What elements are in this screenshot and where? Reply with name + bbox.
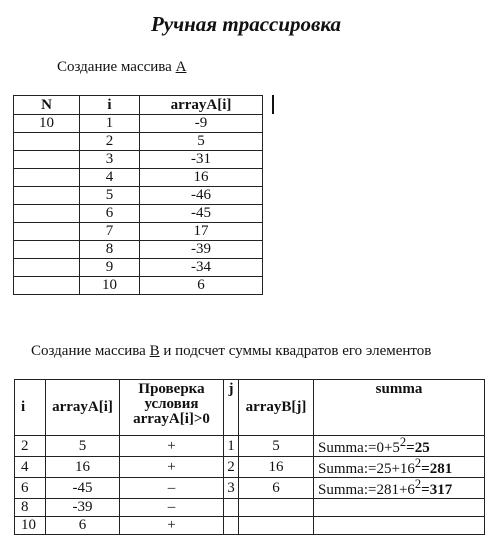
table-array-a — [13, 95, 263, 295]
header-array-a: arrayA[i] — [140, 96, 263, 115]
cell-n — [14, 277, 80, 295]
summa-equals: = — [421, 461, 430, 477]
table-row — [14, 259, 263, 277]
table-row — [14, 151, 263, 169]
cell-check: + — [120, 517, 224, 535]
summa-equals: = — [406, 440, 415, 456]
summa-result — [421, 461, 452, 477]
cell-summa — [314, 478, 485, 499]
cell-summa — [314, 436, 485, 457]
cell-j: 3 — [224, 478, 239, 499]
cell-i: 10 — [15, 517, 46, 535]
summa-exponent: 2 — [414, 456, 422, 470]
cell-array-a: -45 — [46, 478, 120, 499]
cell-i: 6 — [80, 205, 140, 223]
cell-n — [14, 241, 80, 259]
cell-i: 10 — [80, 277, 140, 295]
cell-array-b: 16 — [239, 457, 314, 478]
cell-i: 6 — [15, 478, 46, 499]
header-i: i — [15, 380, 46, 436]
cell-array-a: 5 — [140, 133, 263, 151]
cell-check: – — [120, 499, 224, 517]
cell-i: 4 — [80, 169, 140, 187]
cell-array-a: -31 — [140, 151, 263, 169]
summa-result — [406, 440, 430, 456]
cell-array-a: -9 — [140, 115, 263, 133]
cell-array-a: 6 — [46, 517, 120, 535]
cell-n — [14, 169, 80, 187]
table-row — [15, 517, 485, 535]
cell-array-b — [239, 499, 314, 517]
cell-i: 2 — [15, 436, 46, 457]
table-row — [14, 169, 263, 187]
cell-i: 4 — [15, 457, 46, 478]
table-b-header-row — [15, 380, 485, 436]
header-check — [120, 380, 224, 436]
cell-check: + — [120, 436, 224, 457]
cell-array-a: 16 — [140, 169, 263, 187]
table-row — [14, 205, 263, 223]
cell-n — [14, 187, 80, 205]
cell-i: 2 — [80, 133, 140, 151]
table-a-header-row — [14, 96, 263, 115]
header-check-line-3: arrayA[i]>0 — [133, 411, 210, 427]
table-row — [14, 223, 263, 241]
cell-n: 10 — [14, 115, 80, 133]
cell-array-a: 17 — [140, 223, 263, 241]
cell-i: 8 — [15, 499, 46, 517]
cell-j: 1 — [224, 436, 239, 457]
header-array-a: arrayA[i] — [46, 380, 120, 436]
cell-array-a: 5 — [46, 436, 120, 457]
cell-array-a: -45 — [140, 205, 263, 223]
caption-b-letter: В — [149, 343, 160, 359]
caption-a-prefix: Создание массива — [57, 59, 176, 75]
summa-expression: Summa:=0+5 — [318, 440, 400, 456]
cell-array-a: -34 — [140, 259, 263, 277]
cell-array-b: 6 — [239, 478, 314, 499]
caption-array-b — [31, 343, 431, 360]
cell-array-b — [239, 517, 314, 535]
header-check-line-2: условия — [144, 396, 199, 412]
summa-equals: = — [421, 482, 430, 498]
cell-n — [14, 205, 80, 223]
cell-j — [224, 499, 239, 517]
cell-j — [224, 517, 239, 535]
summa-value: 281 — [429, 461, 453, 477]
cell-i: 3 — [80, 151, 140, 169]
cell-array-a: -39 — [46, 499, 120, 517]
header-i: i — [80, 96, 140, 115]
table-row — [14, 187, 263, 205]
cell-n — [14, 151, 80, 169]
table-array-b — [14, 379, 485, 535]
caption-b-suffix: и подсчет суммы квадратов его элементов — [159, 343, 432, 359]
table-row — [15, 478, 485, 499]
summa-expression: Summa:=25+16 — [318, 461, 415, 477]
header-j: j — [224, 380, 239, 436]
table-row — [15, 499, 485, 517]
table-row — [15, 436, 485, 457]
cell-j: 2 — [224, 457, 239, 478]
table-row — [14, 277, 263, 295]
summa-exponent: 2 — [414, 477, 422, 491]
page-title: Ручная трассировка — [150, 12, 342, 36]
cell-n — [14, 133, 80, 151]
cell-n — [14, 223, 80, 241]
table-row — [14, 115, 263, 133]
cell-array-a: 16 — [46, 457, 120, 478]
header-check-line-1: Проверка — [138, 381, 205, 397]
summa-exponent: 2 — [399, 435, 407, 449]
cell-summa — [314, 457, 485, 478]
cell-i: 9 — [80, 259, 140, 277]
summa-value: 25 — [414, 440, 430, 456]
text-cursor — [272, 95, 274, 114]
cell-summa — [314, 499, 485, 517]
cell-array-a: -39 — [140, 241, 263, 259]
summa-result — [421, 482, 452, 498]
summa-value: 317 — [429, 482, 453, 498]
table-row — [15, 457, 485, 478]
summa-expression: Summa:=281+6 — [318, 482, 415, 498]
cell-array-a: 6 — [140, 277, 263, 295]
table-row — [14, 133, 263, 151]
caption-b-prefix: Создание массива — [31, 343, 150, 359]
cell-i: 5 — [80, 187, 140, 205]
header-n: N — [14, 96, 80, 115]
header-array-b: arrayB[j] — [239, 380, 314, 436]
cell-summa — [314, 517, 485, 535]
cell-array-b: 5 — [239, 436, 314, 457]
cell-check: – — [120, 478, 224, 499]
cell-check: + — [120, 457, 224, 478]
header-summa: summa — [314, 380, 485, 436]
cell-i: 1 — [80, 115, 140, 133]
cell-i: 8 — [80, 241, 140, 259]
caption-array-a — [57, 59, 186, 76]
cell-array-a: -46 — [140, 187, 263, 205]
cell-i: 7 — [80, 223, 140, 241]
cell-n — [14, 259, 80, 277]
table-row — [14, 241, 263, 259]
caption-a-letter: А — [175, 59, 187, 75]
